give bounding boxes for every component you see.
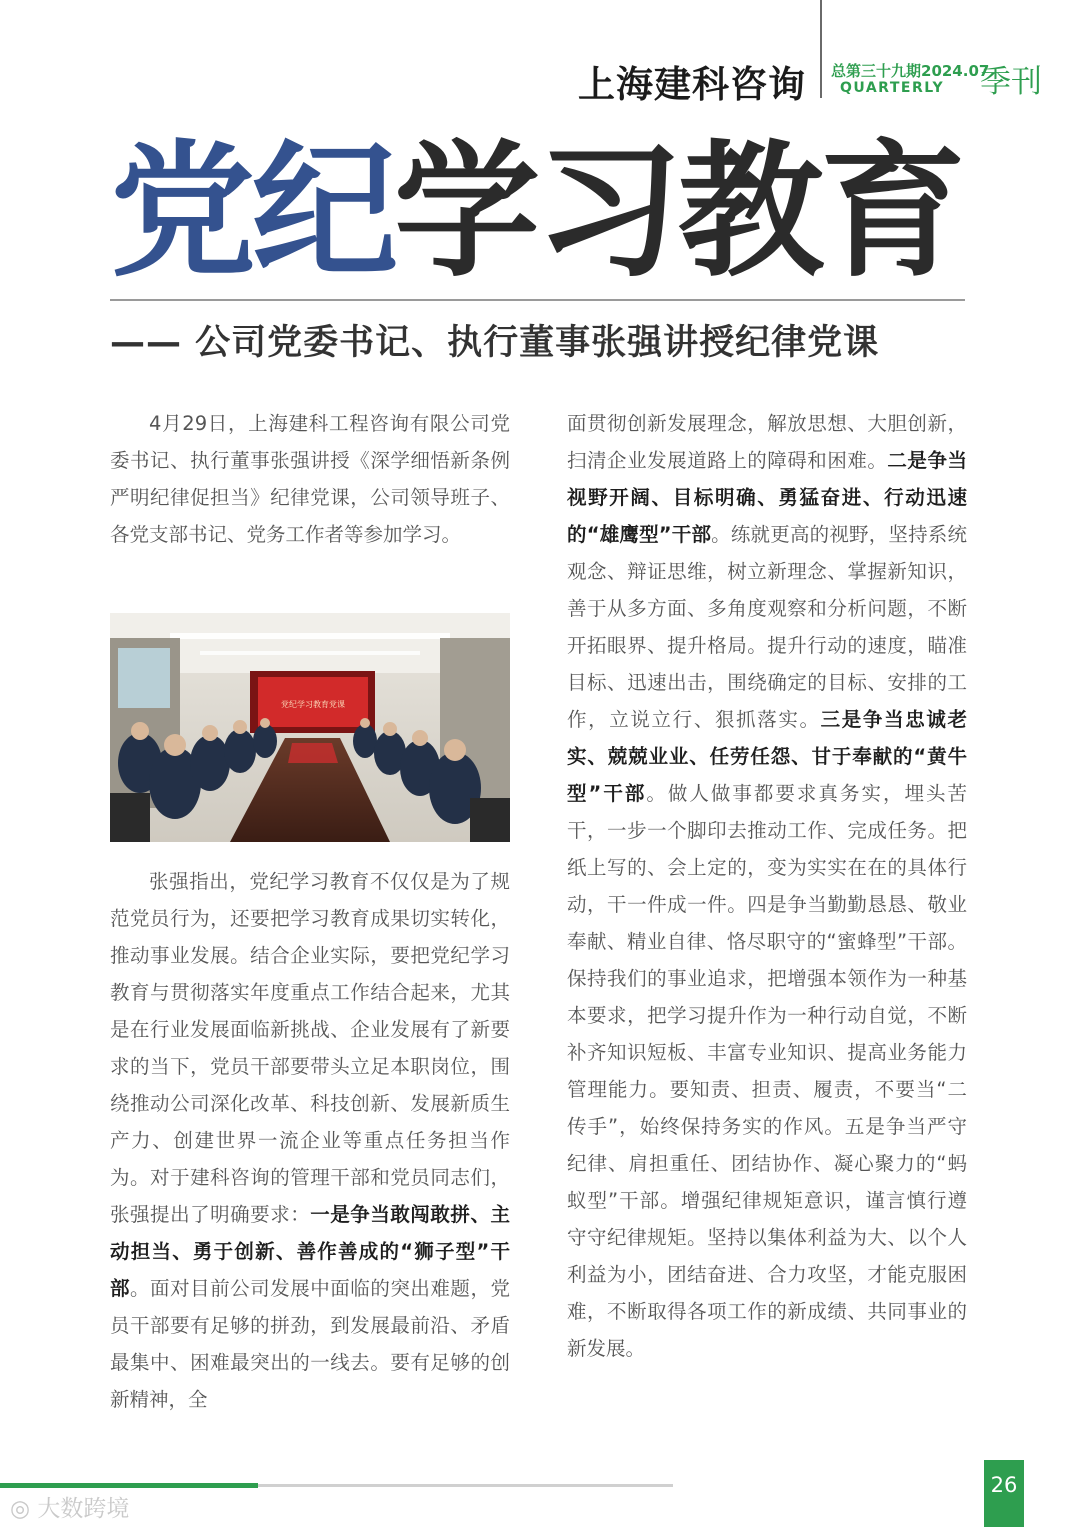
title-divider [110, 299, 965, 301]
requirement-one-text: 。面对目前公司发展中面临的突出难题，党员干部要有足够的拼劲，到发展最前沿、矛盾最集中、困难最突出的一线去。要有足够的创新精神，全 [110, 1277, 510, 1411]
page-title [110, 127, 962, 297]
page-number: 26 [984, 1460, 1024, 1527]
screen-text: 党纪学习教育党课 [281, 700, 345, 709]
requirement-three: 三是争当忠诚老实、兢兢业业、任劳任怨、甘于奉献的“黄牛型”干部 [567, 708, 967, 805]
right-text-a: 面贯彻创新发展理念，解放思想、大胆创新，扫清企业发展道路上的障碍和困难。 [567, 412, 967, 472]
intro-paragraph: 4月29日，上海建科工程咨询有限公司党委书记、执行董事张强讲授《深学细悟新条例 严明纪律促担当》纪律党课，公司领导班子、各党支部书记、党务工作者等参加学习。 [110, 412, 510, 546]
footer-gray-bar [258, 1484, 673, 1487]
header-divider [820, 0, 822, 98]
page-subtitle: —— 公司党委书记、执行董事张强讲授纪律党课 [110, 323, 880, 363]
issue-number: 总第三十九期2024.07 [831, 62, 990, 80]
magazine-name: 上海建科咨询 [578, 63, 806, 106]
right-text-e: 。做人做事都要求真务实，埋头苦干，一步一个脚印去推动工作、完成任务。把纸上写的、会上定的，变为实实在在的具体行动，干一件成一件。四是争当勤勤恳恳、敬业奉献、精业自律、恪尽职守的“蜜蜂型”干部。保持我们的事业追求，把增强本领作为一种基本要求，把学习提升作为一种行动自觉，不断补齐知识短板、丰富专业知识、提高业务能力管理能力。要知责、担责、履责，不要当“二传手”，始终保持务实的作风。五是争当严守纪律、肩担重任、团结协作、凝心聚力的“蚂蚁型”干部。增强纪律规矩意识，谨言慎行遵守守纪律规矩。坚持以集体利益为大、以个人利益为小，团结奋进、合力攻坚，才能克服困难，不断取得各项工作的新成绩、共同事业的新发展。 [567, 782, 967, 1360]
quarterly-label: QUARTERLY [840, 80, 945, 96]
watermark-logo-icon: ◎ [10, 1496, 31, 1522]
right-text-c: 。练就更高的视野，坚持系统观念、辩证思维，树立新理念、掌握新知识，善于从多方面、多角度观察和分析问题，不断开拓眼界、提升格局。提升行动的速度，瞄准目标、迅速出击，围绕确定的目标、安排的工作，立说立行、狠抓落实。 [567, 523, 967, 731]
quarterly-cn-label: 季刊 [980, 64, 1042, 100]
main-paragraph [110, 863, 510, 1418]
title-part-dark: 学习教育 [394, 127, 962, 297]
meeting-photo-image [110, 613, 510, 842]
requirement-two: 二是争当视野开阔、目标明确、勇猛奋进、行动迅速的“雄鹰型”干部 [567, 449, 967, 546]
right-column-paragraph [567, 405, 967, 1367]
watermark-text: 大数跨境 [37, 1496, 130, 1522]
main-paragraph-text: 张强指出，党纪学习教育不仅仅是为了规范党员行为，还要把学习教育成果切实转化，推动事业发展。结合企业实际，要把党纪学习教育与贯彻落实年度重点工作结合起来，尤其是在行业发展面临新挑战、企业发展有了新要求的当下，党员干部要带头立足本职岗位，围绕推动公司深化改革、科技创新、发展新质生产力、创建世界一流企业等重点任务担当作为。对于建科咨询的管理干部和党员同志们，张强提出了明确要求： [110, 870, 510, 1226]
title-part-blue: 党纪 [110, 127, 394, 297]
watermark [10, 1490, 129, 1523]
meeting-photo [110, 613, 510, 842]
footer-green-bar [0, 1483, 258, 1488]
requirement-one: 一是争当敢闯敢拼、主动担当、勇于创新、善作善成的“狮子型”干部 [110, 1203, 510, 1300]
